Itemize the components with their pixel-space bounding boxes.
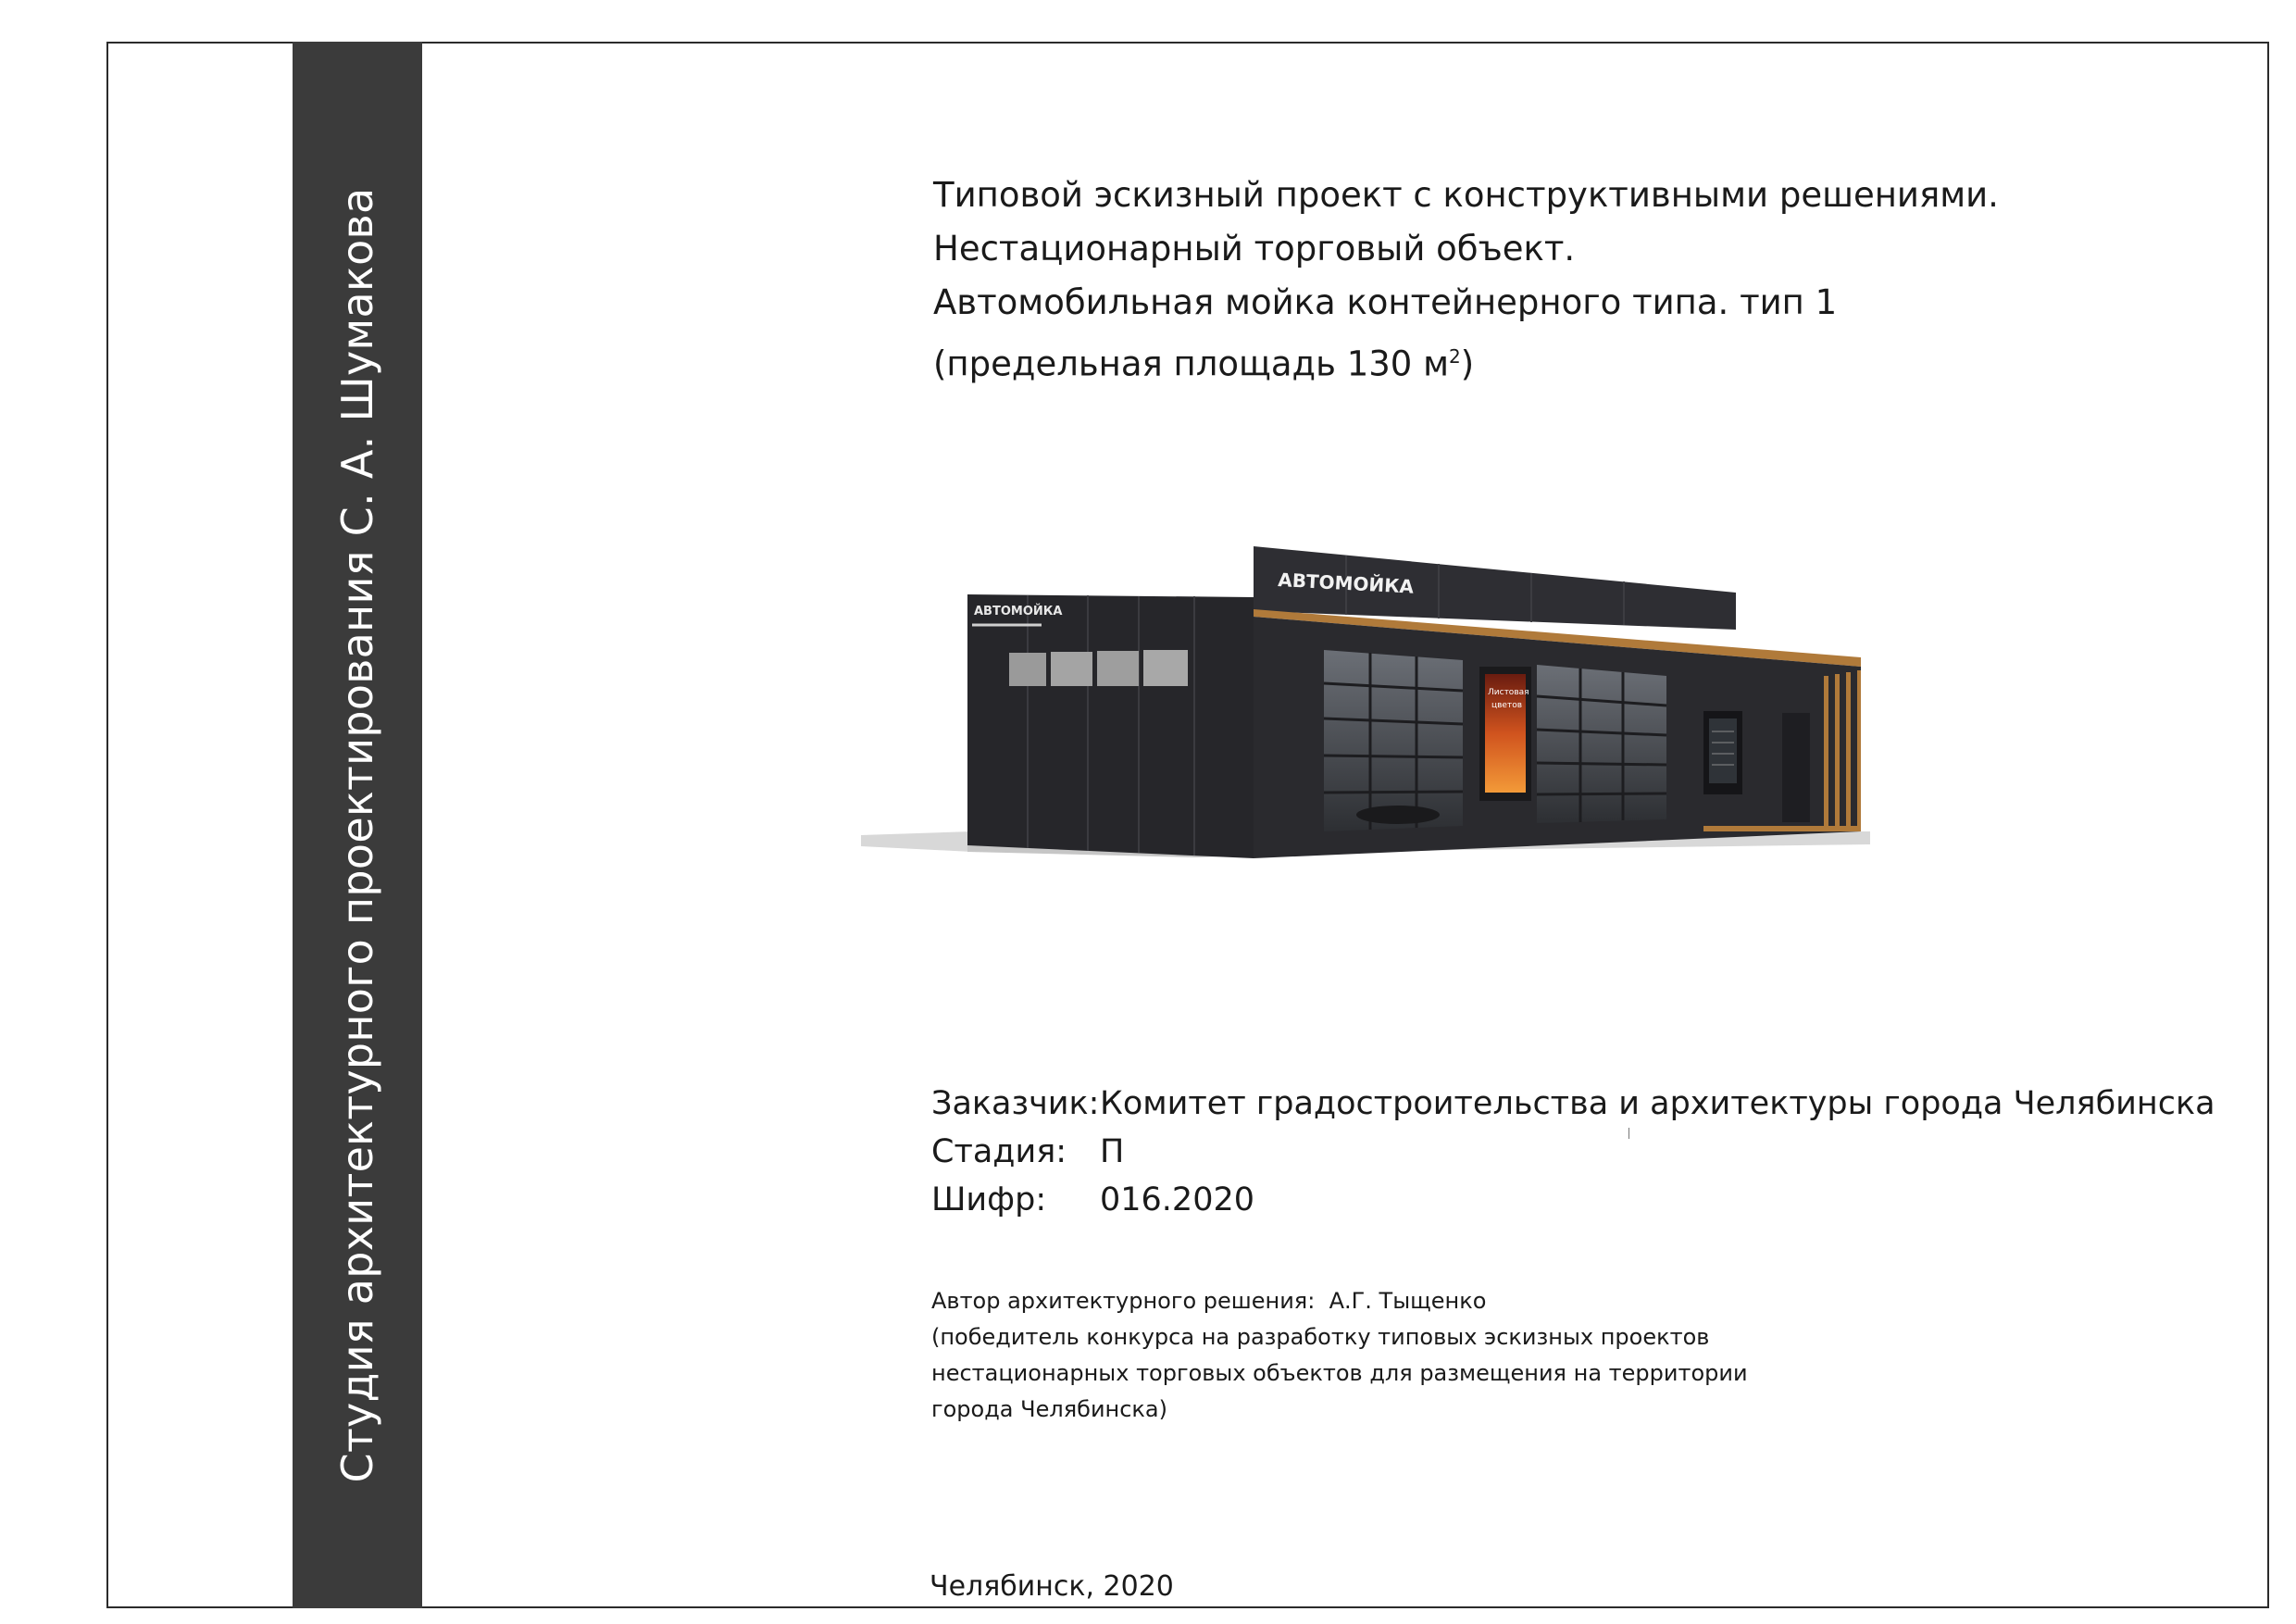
car-wash-render (861, 537, 1879, 870)
customer-label: Заказчик: (931, 1085, 1100, 1122)
payment-terminal (1703, 711, 1742, 794)
code-value: 016.2020 (1100, 1181, 1255, 1218)
area-prefix: (предельная площадь 130 м (933, 344, 1450, 384)
title-line-3: Автомобильная мойка контейнерного типа. тип 1 (933, 282, 1838, 322)
code-row (931, 1176, 2215, 1224)
title-line-2: Нестационарный торговый объект. (933, 229, 1576, 269)
digital-screen (1479, 667, 1531, 801)
customer-value: Комитет градостроительства и архитектуры города Челябинска (1100, 1085, 2215, 1122)
studio-name: Студия архитектурного проектирования С. А. Шумакова (332, 187, 382, 1483)
author-block (931, 1283, 1748, 1428)
area-suffix: ) (1460, 344, 1475, 384)
screen-text-1: Листовая (1488, 688, 1529, 697)
author-line-4: города Челябинска) (931, 1396, 1167, 1422)
title-line-1: Типовой эскизный проект с конструктивными решениями. (933, 175, 1999, 215)
screen-text-2: цветов (1491, 701, 1523, 710)
stage-value: П (1100, 1133, 1125, 1170)
wood-floor-edge (1703, 826, 1861, 831)
area-superscript: 2 (1449, 345, 1461, 368)
garage-door-1 (1324, 650, 1463, 831)
document-title (933, 169, 1999, 391)
customer-row (931, 1080, 2215, 1128)
title-line-4 (933, 330, 1999, 391)
garage-door-2 (1537, 665, 1666, 823)
code-label: Шифр: (931, 1181, 1047, 1218)
left-block-side (967, 594, 1254, 858)
stage-row (931, 1128, 2215, 1176)
author-line-2: (победитель конкурса на разработку типовых эскизных проектов (931, 1324, 1710, 1350)
city-year: Челябинск, 2020 (930, 1570, 1174, 1603)
main-sign: АВТОМОЙКА (1277, 568, 1415, 598)
project-info (931, 1080, 2215, 1224)
author-line-3: нестационарных торговых объектов для размещения на территории (931, 1360, 1748, 1386)
scan-mark (1628, 1128, 1629, 1139)
author-line-1: Автор архитектурного решения: А.Г. Тыщенко (931, 1288, 1487, 1314)
clerestory-windows (1009, 650, 1188, 686)
stage-label: Стадия: (931, 1133, 1067, 1170)
side-sign: АВТОМОЙКА (974, 605, 1063, 618)
service-door (1782, 713, 1810, 822)
